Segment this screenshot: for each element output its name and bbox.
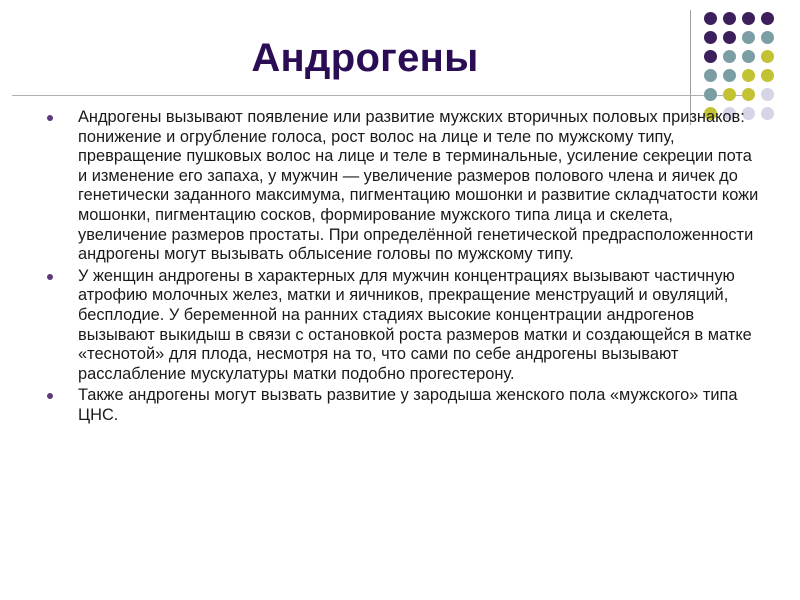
decorative-dot-icon [761, 50, 774, 63]
bullet-text: У женщин андрогены в характерных для мужчин концентрациях вызывают частичную атрофию молочных желез, матки и яичников, прекращение менструаций и овуляций, бесплодие. У беременной на ранних стадиях высокие концентрации андрогенов вызывают выкидыш в связи с остановкой роста размеров матки и создающейся в матке «теснотой» для плода, несмотря на то, что сами по себе андрогены вызывают расслабление мускулатуры матки подобно прогестерону. [78, 266, 752, 383]
decorative-horizontal-line [12, 95, 752, 96]
decorative-dot-icon [761, 12, 774, 25]
bullet-dot-icon [47, 115, 53, 121]
bullet-text: Андрогены вызывают появление или развитие мужских вторичных половых признаков: понижение и огрубление голоса, рост волос на лице и теле по мужскому типу, превращение пушковых волос на лице и теле в терминальные, усиление секреции пота и изменение его запаха, у мужчин — увеличение размеров полового члена и яичек до генетически заданного максимума, пигментацию мошонки и развитие складчатости кожи мошонки, пигментацию сосков, формирование мужского типа лица и скелета, увеличение размеров простаты. При определённой генетической предрасположенности андрогены могут вызывать облысение головы по мужскому типу. [78, 108, 759, 264]
decorative-dot-icon [742, 31, 755, 44]
decorative-dot-icon [761, 31, 774, 44]
slide-title: Андрогены [251, 36, 479, 80]
decorative-dot-icon [704, 12, 717, 25]
bullet-dot-icon [47, 274, 53, 280]
decorative-dot-icon [723, 88, 736, 101]
bullet-item [50, 267, 765, 385]
decorative-dot-icon [761, 88, 774, 101]
decorative-dot-icon [742, 88, 755, 101]
bullet-text: Также андрогены могут вызвать развитие у зародыша женского пола «мужского» типа ЦНС. [78, 386, 738, 424]
decorative-dot-icon [742, 50, 755, 63]
decorative-dot-icon [761, 69, 774, 82]
decorative-dot-icon [742, 12, 755, 25]
bullet-list [50, 108, 765, 428]
bullet-item [50, 386, 765, 425]
decorative-dot-icon [704, 88, 717, 101]
decorative-dot-icon [742, 69, 755, 82]
bullet-item [50, 108, 765, 265]
bullet-dot-icon [47, 393, 53, 399]
decorative-dot-icon [723, 12, 736, 25]
